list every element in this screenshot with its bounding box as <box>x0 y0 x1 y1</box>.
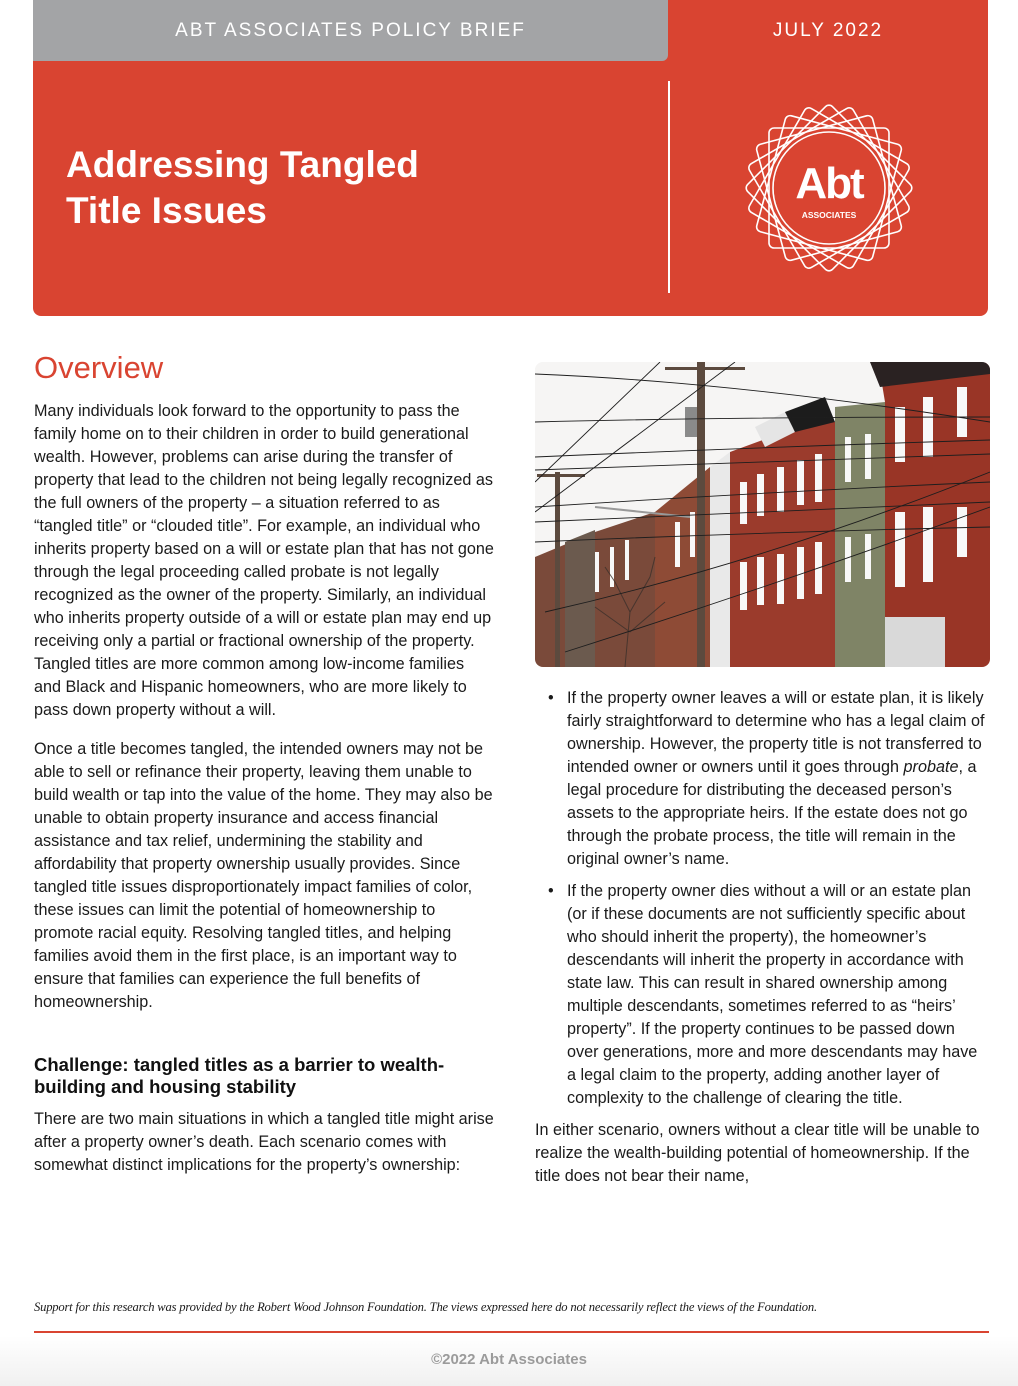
closing-paragraph: In either scenario, owners without a clear title will be unable to realize the wealth-building potential of homeownership. If the title does not bear their name, <box>535 1121 980 1185</box>
logo-wordmark: Abt <box>795 159 863 208</box>
bullet-2-text: If the property owner dies without a will or an estate plan (or if these documents are not sufficiently specific about who should inherit the property), the homeowner’s descendants will inherit the property in accordance with state law. This can result in shared ownership among multiple descendants, sometimes referred to as “heirs’ property”. If the property continues to be passed down over generations, more and more descendants may have a legal claim to the property, adding another layer of complexity to the challenge of clearing the title. <box>567 882 978 1107</box>
left-column <box>34 348 494 1177</box>
bullet-1-text-end: , a legal procedure for distributing the deceased person’s assets to the appropriate heirs. If the estate does not go through the probate process, the title will remain in the original owner’s name. <box>567 758 977 868</box>
series-tab <box>33 0 668 61</box>
publication-date: JULY 2022 <box>772 19 884 41</box>
list-item <box>535 687 990 871</box>
overview-paragraph-1: Many individuals look forward to the opportunity to pass the family home on to their children in order to build generational wealth. However, problems can arise during the transfer of property that lead to the children not being legally recognized as the full owners of the property – a situation referred to as “tangled title” or “clouded title”. For example, an individual who inherits property based on a will or estate plan that has not gone through the legal proceeding called probate is not legally recognized as the owner of the property. Similarly, an individual who inherits property outside of a will or estate plan may end up receiving only a partial or fractional ownership of the property. Tangled titles are more common among low-income families and Black and Hispanic homeowners, who are more likely to pass down property without a will. <box>34 402 494 719</box>
challenge-heading: Challenge: tangled titles as a barrier to wealth-building and housing stability <box>34 1054 445 1097</box>
right-column <box>535 362 990 1188</box>
bullet-glyph: • <box>548 882 554 900</box>
overview-heading: Overview <box>34 350 164 385</box>
bullet-1-text-start: If the property owner leaves a will or estate plan, it is likely fairly straightforward to determine who has a legal claim of ownership. However, the property title is not transferred to intended owner or owners until it goes through <box>567 689 985 776</box>
title-line-1: Addressing Tangled <box>66 144 419 185</box>
list-item <box>535 880 990 1110</box>
bullet-glyph: • <box>548 689 554 707</box>
footer-rule <box>34 1331 989 1333</box>
challenge-intro: There are two main situations in which a tangled title might arise after a property owner’s death. Each scenario comes with somewhat distinct implications for the property’s ownership: <box>34 1110 494 1174</box>
probate-emphasis: probate <box>903 758 959 776</box>
abt-starburst-logo-icon <box>733 98 925 278</box>
title-line-2: Title Issues <box>66 190 267 231</box>
row-houses-illustration <box>535 362 990 667</box>
copyright: ©2022 Abt Associates <box>431 1351 587 1368</box>
header-divider <box>668 81 670 293</box>
header-banner <box>33 0 988 316</box>
funding-note: Support for this research was provided by the Robert Wood Johnson Foundation. The views expressed here do not necessarily reflect the views of the Foundation. <box>34 1300 817 1314</box>
scenario-list <box>535 687 990 1110</box>
overview-paragraph-2: Once a title becomes tangled, the intended owners may not be able to sell or refinance their property, leaving them unable to build wealth or tap into the value of the home. They may also be unable to obtain property insurance and access financial assistance and tax relief, undermining the stability and affordability that property ownership usually provides. Since tangled title issues disproportionately impact families of color, these issues can limit the potential of homeownership to promote racial equity. Resolving tangled titles, and helping families avoid them in the first place, is an important way to ensure that families can experience the full benefits of homeownership. <box>34 740 493 1011</box>
logo-subtext: ASSOCIATES <box>801 210 857 220</box>
row-houses-photo <box>535 362 990 667</box>
series-label: ABT ASSOCIATES POLICY BRIEF <box>175 19 526 41</box>
page-title <box>66 142 419 234</box>
